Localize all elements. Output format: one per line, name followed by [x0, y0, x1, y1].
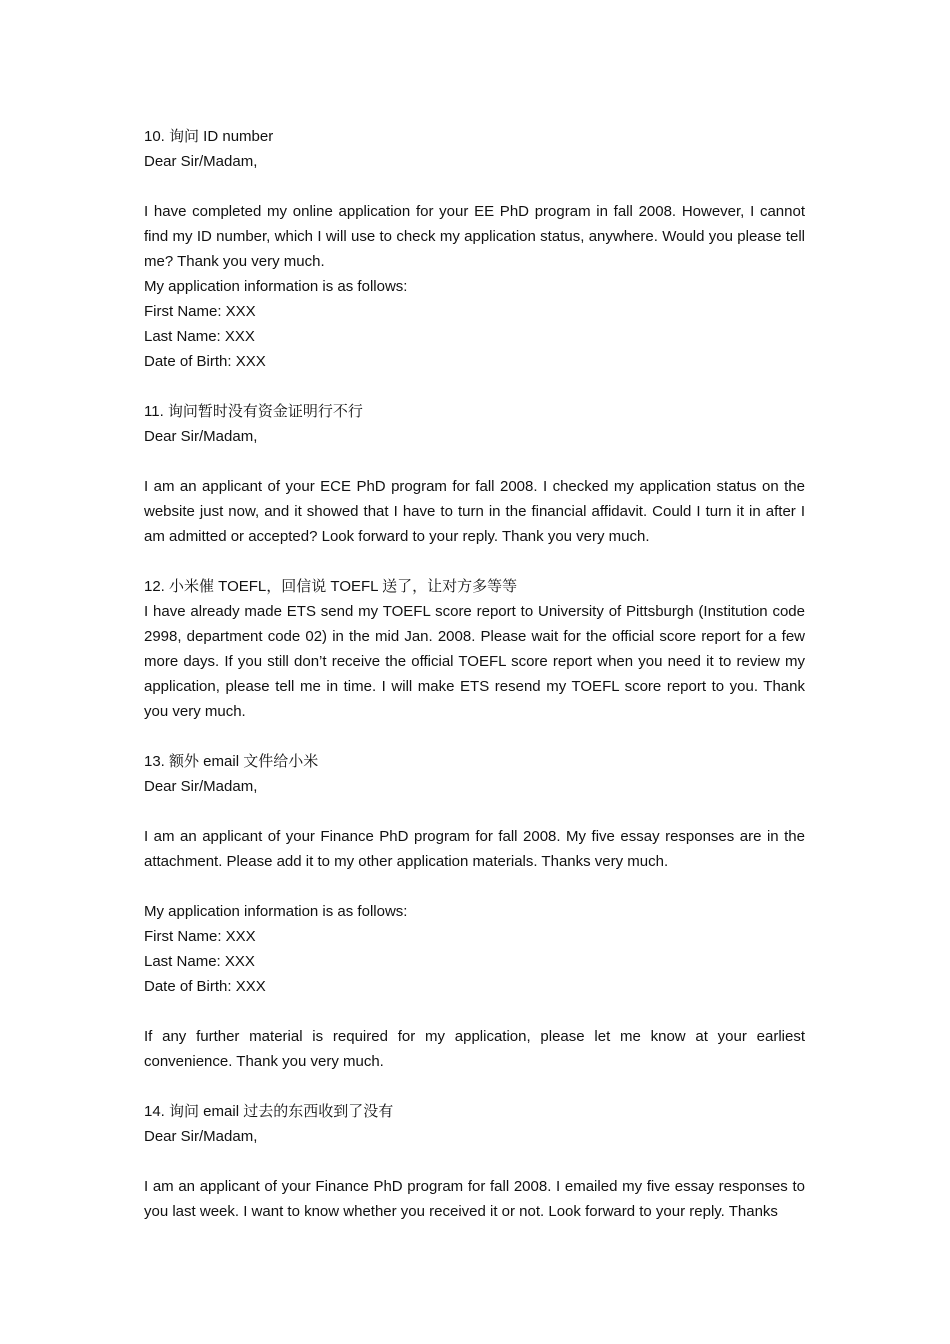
section-heading: 12. 小米催 TOEFL，回信说 TOEFL 送了，让对方多等等: [144, 578, 518, 595]
body-paragraph: I am an applicant of your Finance PhD program for fall 2008. My five essay responses are in the attachment. Please add it to my other application materials. Thanks very much.: [144, 828, 805, 870]
last-name-line: Last Name: XXX: [144, 328, 255, 345]
body-paragraph: I am an applicant of your ECE PhD program for fall 2008. I checked my application status on the website just now, and it showed that I have to turn in the financial affidavit. Could I turn it in after I am admitted or accepted? Look forward to your reply. Thank you very much.: [144, 478, 805, 545]
section-12: [144, 574, 805, 724]
section-heading: 11. 询问暂时没有资金证明行不行: [144, 403, 363, 420]
body-paragraph: I am an applicant of your Finance PhD program for fall 2008. I emailed my five essay responses to you last week. I want to know whether you received it or not. Look forward to your reply. Thanks: [144, 1178, 805, 1220]
greeting: Dear Sir/Madam,: [144, 153, 258, 170]
last-name-line: Last Name: XXX: [144, 953, 255, 970]
section-14: [144, 1099, 805, 1224]
section-13: [144, 749, 805, 1074]
section-heading: 14. 询问 email 过去的东西收到了没有: [144, 1103, 394, 1120]
section-heading: 13. 额外 email 文件给小米: [144, 753, 319, 770]
first-name-line: First Name: XXX: [144, 303, 256, 320]
greeting: Dear Sir/Madam,: [144, 428, 258, 445]
section-heading: 10. 询问 ID number: [144, 128, 274, 145]
section-10: [144, 124, 805, 374]
dob-line: Date of Birth: XXX: [144, 353, 266, 370]
body-paragraph: I have already made ETS send my TOEFL score report to University of Pittsburgh (Institution code 2998, department code 02) in the mid Jan. 2008. Please wait for the official score report for a few more days. If you still don’t receive the official TOEFL score report when you need it to review my application, please tell me in time. I will make ETS resend my TOEFL score report to you. Thank you very much.: [144, 603, 805, 720]
greeting: Dear Sir/Madam,: [144, 1128, 258, 1145]
info-intro: My application information is as follows:: [144, 903, 408, 920]
closing-paragraph: If any further material is required for my application, please let me know at your earliest convenience. Thank you very much.: [144, 1028, 805, 1070]
body-paragraph: I have completed my online application for your EE PhD program in fall 2008. However, I cannot find my ID number, which I will use to check my application status, anywhere. Would you please tell me? Thank you very much.: [144, 203, 805, 270]
section-11: [144, 399, 805, 549]
dob-line: Date of Birth: XXX: [144, 978, 266, 995]
first-name-line: First Name: XXX: [144, 928, 256, 945]
document-page: [144, 124, 805, 1224]
greeting: Dear Sir/Madam,: [144, 778, 258, 795]
info-intro: My application information is as follows:: [144, 278, 408, 295]
